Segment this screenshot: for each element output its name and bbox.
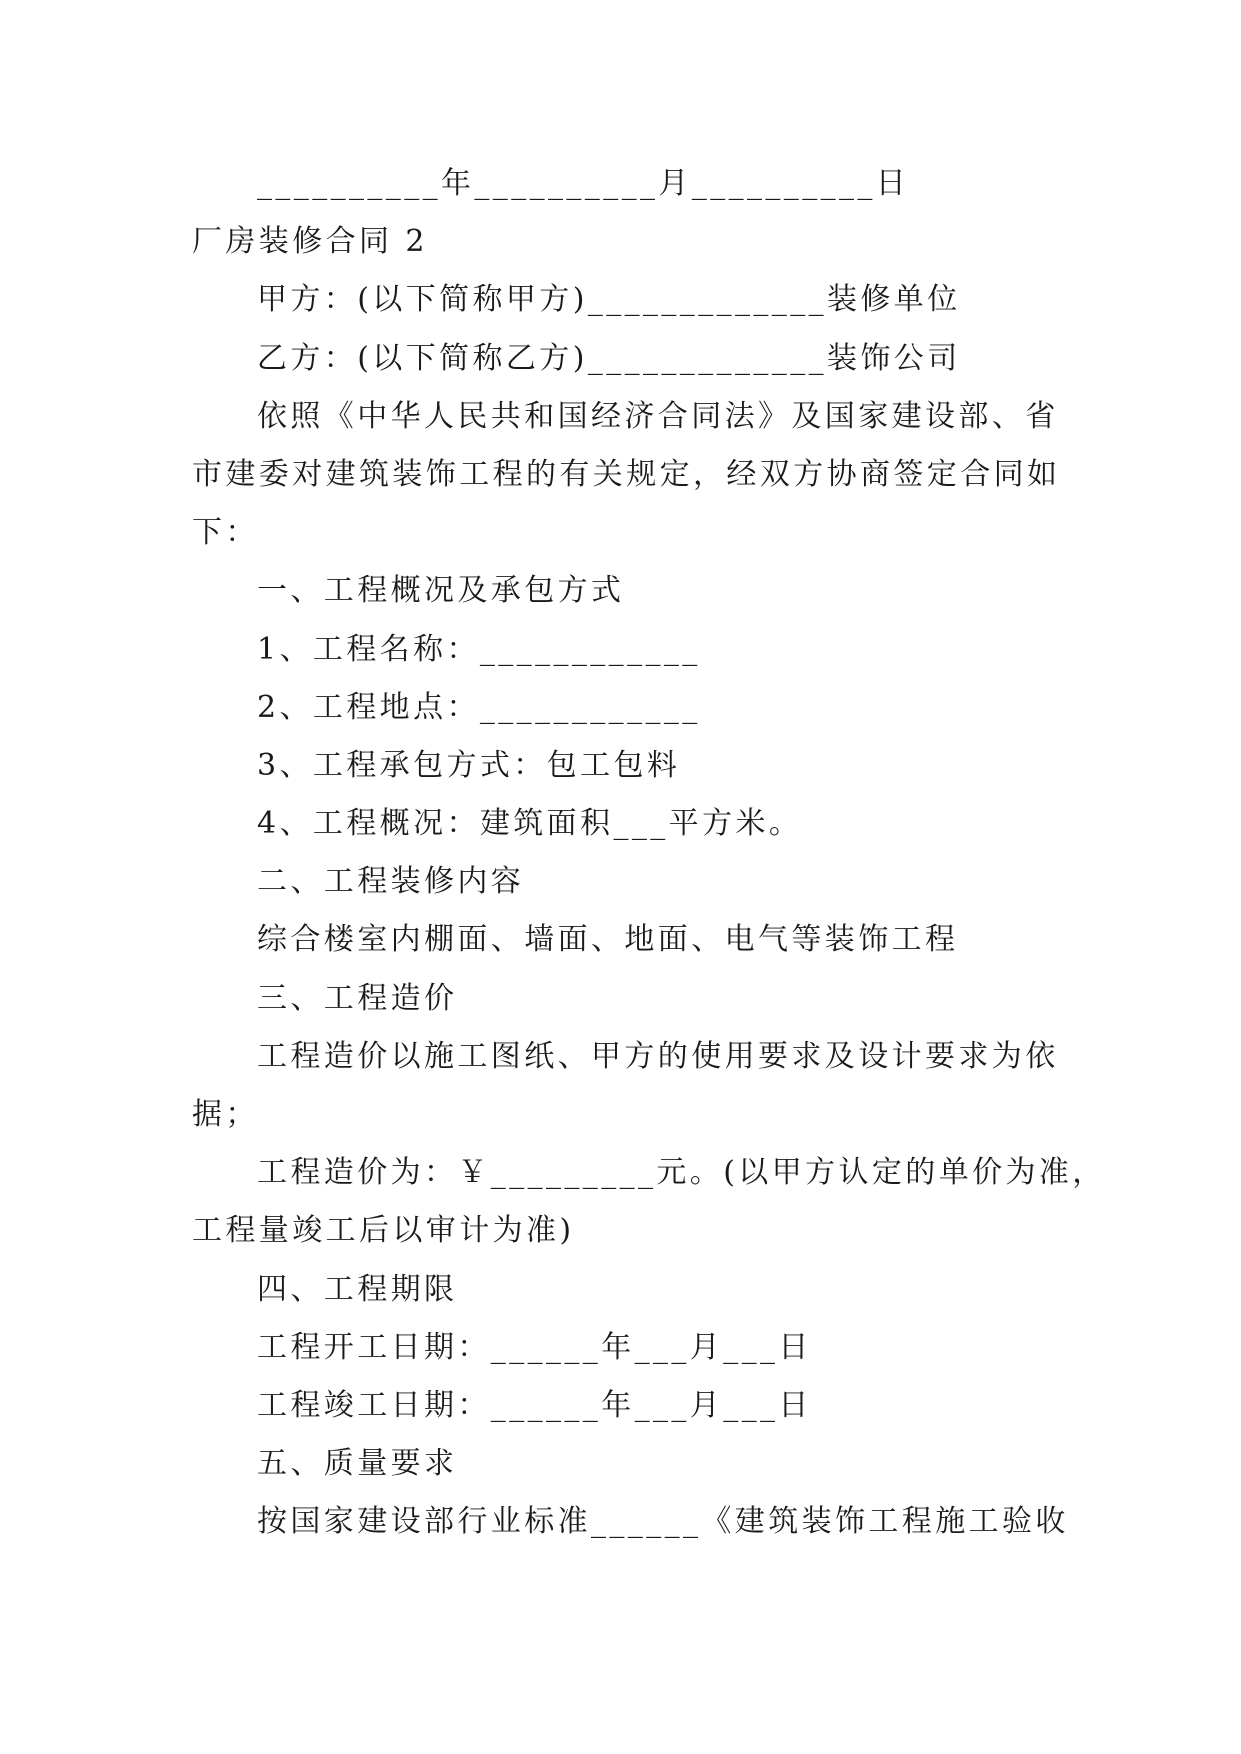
project-overview-line: 4、工程概况：建筑面积___平方米。: [257, 806, 803, 842]
preamble-line-2: 市建委对建筑装饰工程的有关规定，经双方协商签定合同如: [192, 456, 1061, 492]
section-heading-5: 五、质量要求: [257, 1446, 458, 1482]
decoration-content-line: 综合楼室内棚面、墙面、地面、电气等装饰工程: [257, 922, 959, 958]
project-location-line: 2、工程地点：____________: [257, 689, 701, 725]
party-b-line: 乙方：(以下简称乙方)_____________装饰公司: [257, 340, 961, 376]
section-heading-4: 四、工程期限: [257, 1271, 458, 1307]
cost-basis-line-1: 工程造价以施工图纸、甲方的使用要求及设计要求为依: [257, 1038, 1059, 1074]
quality-standard-line: 按国家建设部行业标准______《建筑装饰工程施工验收: [257, 1504, 1069, 1540]
section-heading-2: 二、工程装修内容: [257, 864, 525, 900]
preamble-line-1: 依照《中华人民共和国经济合同法》及国家建设部、省: [257, 398, 1059, 434]
party-a-line: 甲方：(以下简称甲方)_____________装修单位: [257, 282, 961, 318]
contract-method-line: 3、工程承包方式：包工包料: [257, 747, 681, 783]
cost-amount-line-1: 工程造价为：￥_________元。(以甲方认定的单价为准，: [257, 1155, 1106, 1191]
preamble-line-3: 下：: [192, 515, 259, 551]
cost-amount-line-2: 工程量竣工后以审计为准): [192, 1213, 575, 1249]
completion-date-line: 工程竣工日期：______年___月___日: [257, 1387, 812, 1423]
document-body: [192, 155, 1106, 1552]
contract-title: 厂房装修合同 2: [192, 224, 428, 260]
section-heading-3: 三、工程造价: [257, 980, 458, 1016]
section-heading-1: 一、工程概况及承包方式: [257, 573, 625, 609]
project-name-line: 1、工程名称：____________: [257, 631, 701, 667]
date-line: __________年__________月__________日: [257, 166, 910, 201]
start-date-line: 工程开工日期：______年___月___日: [257, 1329, 812, 1365]
cost-basis-line-2: 据；: [192, 1097, 259, 1132]
